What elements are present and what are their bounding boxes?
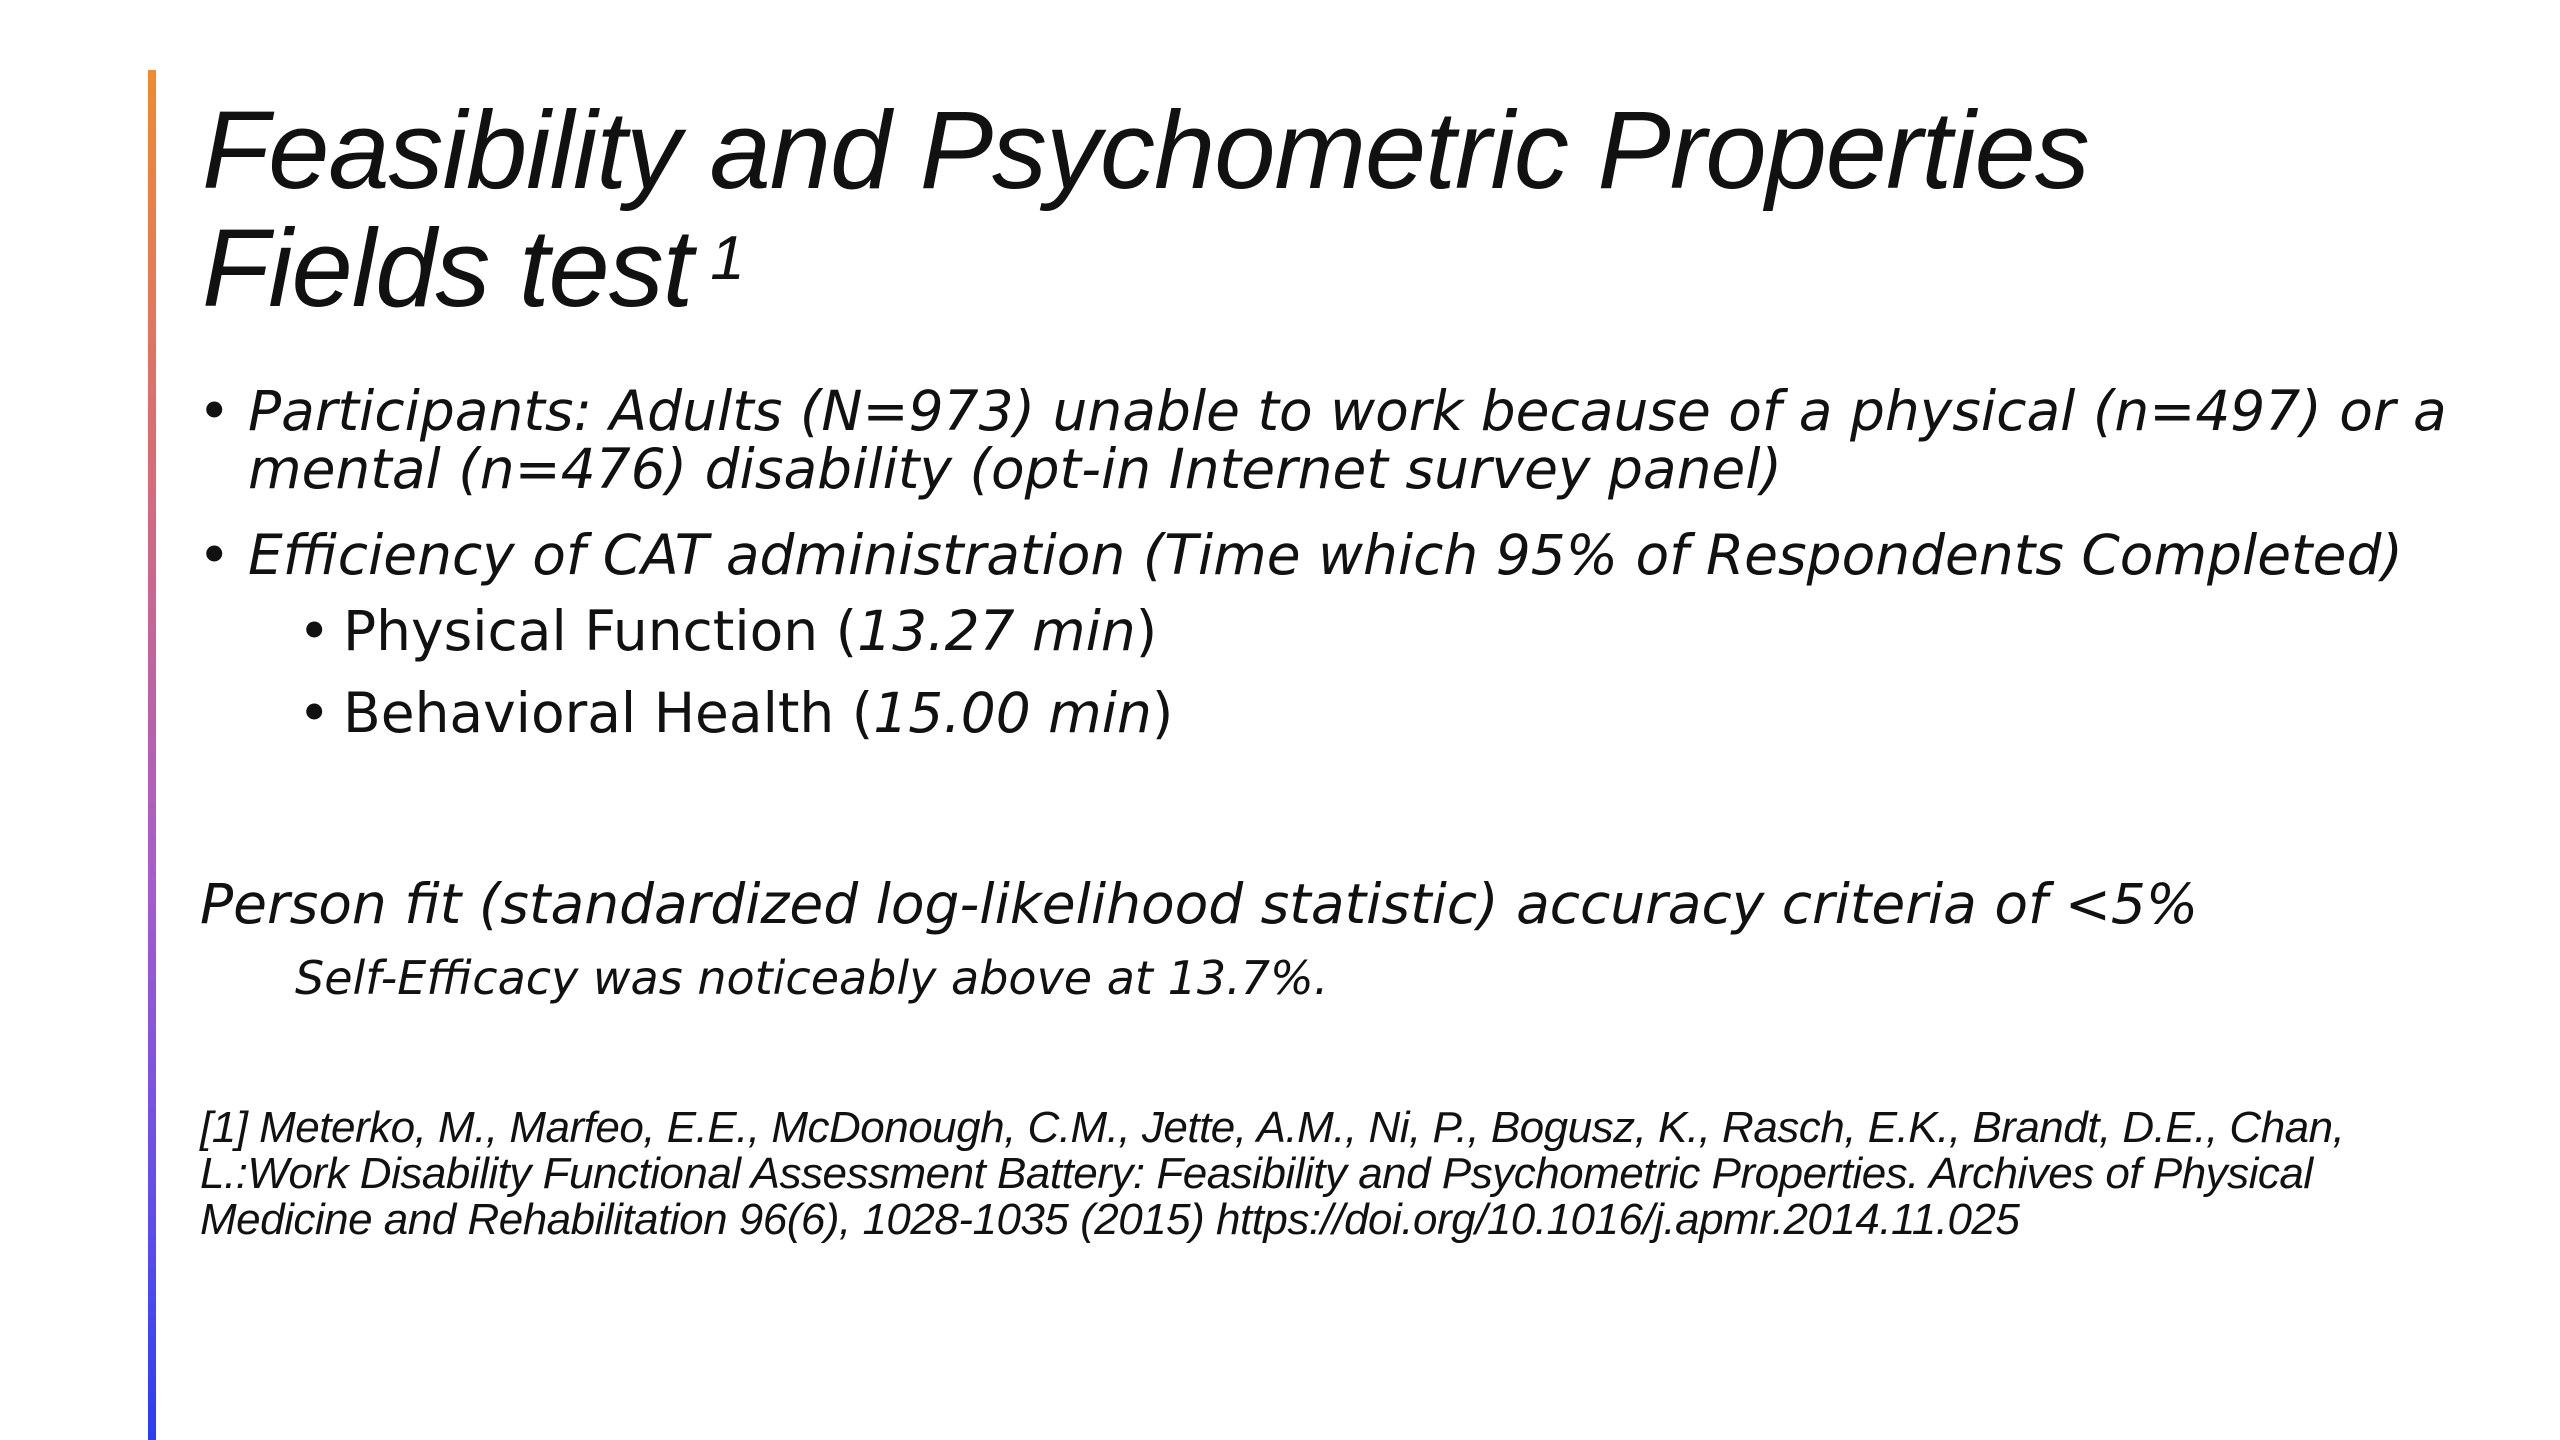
bullet-efficiency <box>248 523 2498 748</box>
sub-bullet-value: 15.00 min <box>873 681 1152 745</box>
sub-bullet-label: Behavioral Health ( <box>343 681 874 745</box>
accent-bar <box>148 70 156 1440</box>
bullet-list <box>248 379 2498 776</box>
sub-bullet-value: 13.27 min <box>857 599 1136 663</box>
person-fit-text: Person fit (standardized log-likelihood statistic) accuracy criteria of <5% <box>200 872 2199 936</box>
slide-title <box>202 89 2089 330</box>
sub-bullet-list <box>248 596 2498 748</box>
sub-bullet-close: ) <box>1135 599 1158 663</box>
title-footnote-marker: 1 <box>710 224 744 293</box>
title-line-2 <box>202 207 2089 330</box>
title-line-1: Feasibility and Psychometric Properties <box>202 89 2089 212</box>
self-efficacy-text: Self-Efficacy was noticeably above at 13.7%. <box>295 951 1329 1005</box>
sub-bullet-label: Physical Function ( <box>343 599 858 663</box>
reference-citation: [1] Meterko, M., Marfeo, E.E., McDonough, C.M., Jette, A.M., Ni, P., Bogusz, K., Rasch, E.K., Brandt, D.E., Chan, L.:Work Disability Functional Assessment Battery: Feasibility and Psychometric Properties. Archives of Physical Medicine and Rehabilitation 96(6), 1028-1035 (2015) https://doi.org/10.1016/j.apmr.2014.11.025 <box>200 1103 2345 1244</box>
sub-bullet-behavioral-health <box>343 678 2498 748</box>
bullet-efficiency-text: Efficiency of CAT administration (Time which 95% of Respondents Completed) <box>248 523 2403 587</box>
title-line-2-text: Fields test <box>202 207 693 330</box>
bullet-participants: • Participants: Adults (N=973) unable to work because of a physical (n=497) or a mental (n=476) disability (opt-in Internet survey panel) <box>248 382 2498 498</box>
sub-bullet-close: ) <box>1151 681 1174 745</box>
sub-bullet-physical-function <box>343 596 2498 666</box>
